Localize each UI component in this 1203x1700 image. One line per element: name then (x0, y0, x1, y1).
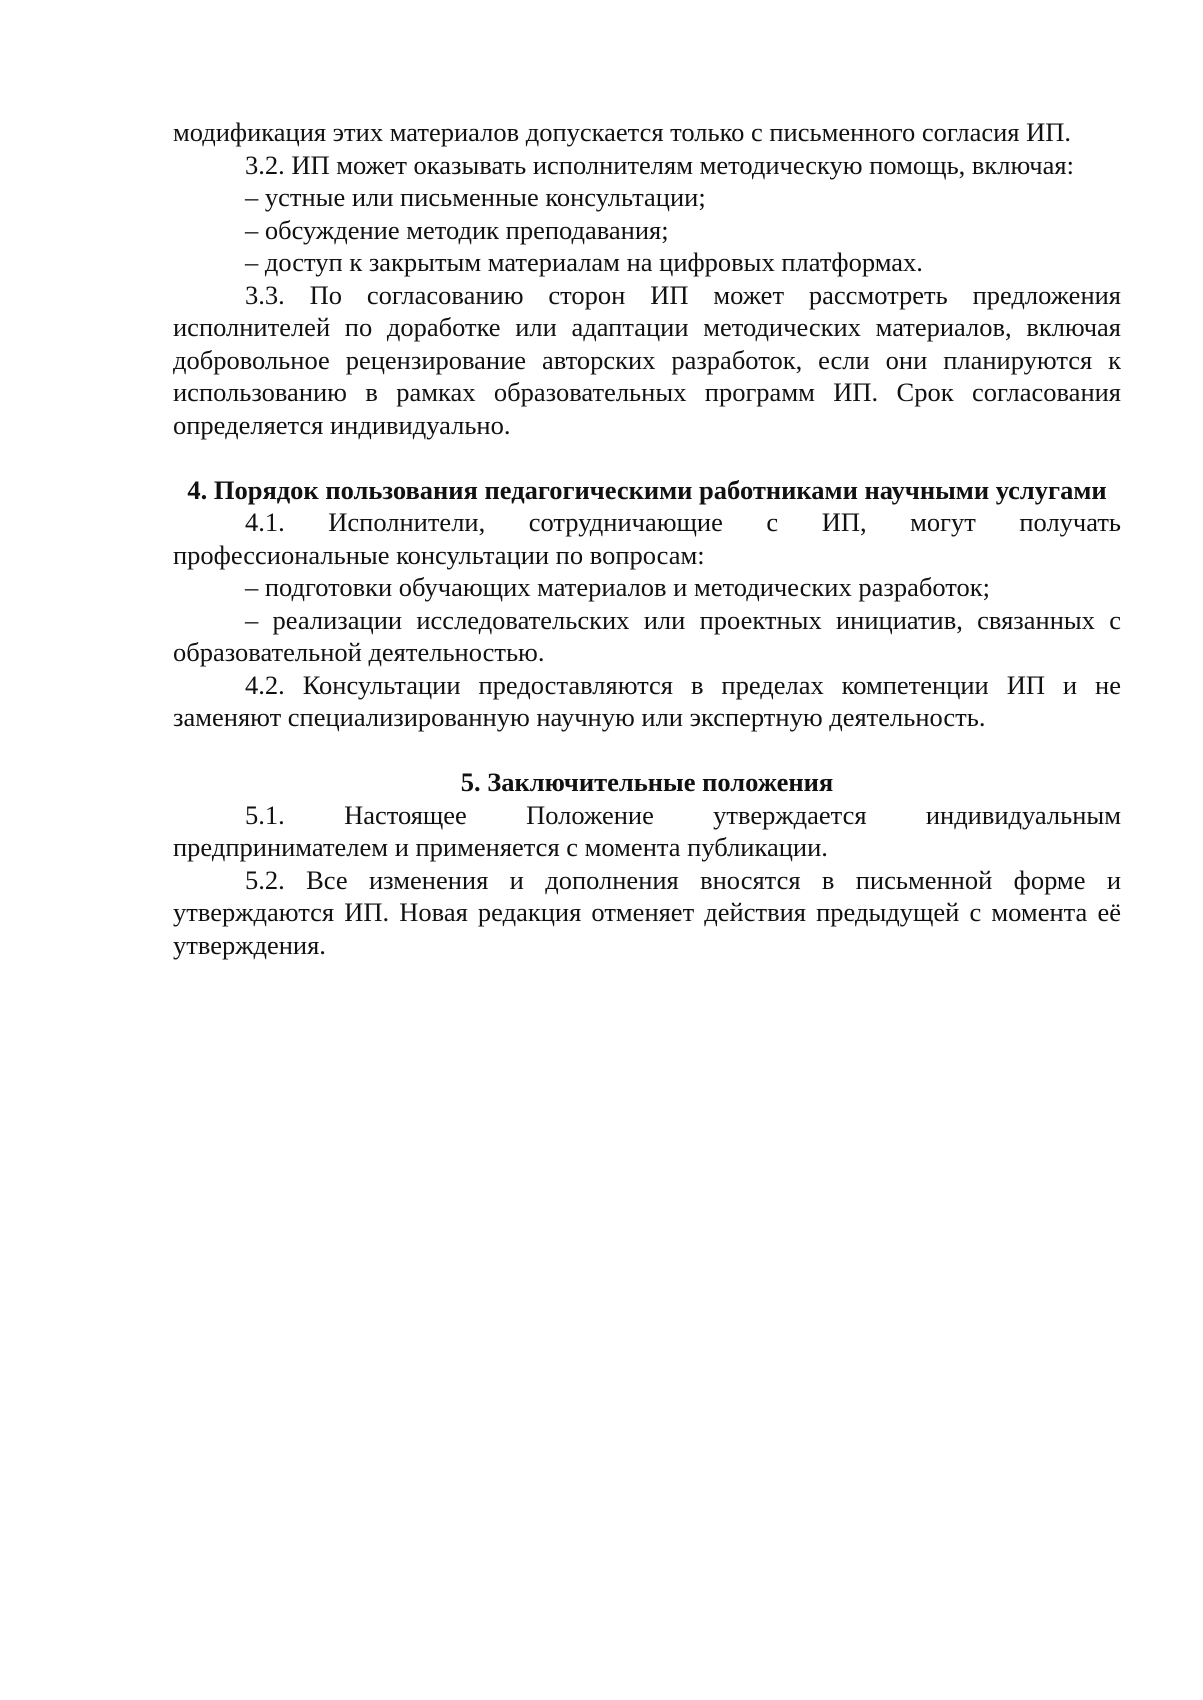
list-item: – подготовки обучающих материалов и методических разработок; (245, 572, 990, 602)
section-5-heading: 5. Заключительные положения (460, 767, 834, 797)
section-spacer (173, 734, 1121, 767)
paragraph-5-2: 5.2. Все изменения и дополнения вносятся в письменной форме и утверждаются ИП. Новая редакция отменяет действия предыдущей с момента её утверждения. (173, 864, 1121, 960)
section-4-heading: 4. Порядок пользования педагогическими работниками научными услугами (187, 474, 1107, 505)
list-item: – обсуждение методик преподавания; (245, 214, 669, 245)
paragraph-3-2: 3.2. ИП может оказывать исполнителям методическую помощь, включая: (245, 149, 1074, 180)
paragraph-4-1: 4.1. Исполнители, сотрудничающие с ИП, могут получать профессиональные консультации по вопросам: (173, 507, 1121, 570)
paragraph-continuation: модификация этих материалов допускается только с письменного согласия ИП. (173, 117, 1071, 147)
list-item: – устные или письменные консультации; (245, 182, 706, 212)
list-item: – доступ к закрытым материалам на цифровых платформах. (245, 247, 923, 277)
paragraph-5-1: 5.1. Настоящее Положение утверждается индивидуальным предпринимателем и применяется с момента публикации. (173, 799, 1121, 862)
paragraph-3-3: 3.3. По согласованию сторон ИП может рассмотреть предложения исполнителей по доработке или адаптации методических материалов, включая добровольное рецензирование авторских разработок, если они планируются к использованию в рамках образовательных программ ИП. Срок согласования определяется индивидуально. (173, 279, 1121, 440)
document-page (173, 116, 1121, 961)
list-item: – реализации исследовательских или проектных инициатив, связанных с образовательной деятельностью. (173, 604, 1121, 667)
section-spacer (173, 441, 1121, 474)
paragraph-4-2: 4.2. Консультации предоставляются в пределах компетенции ИП и не заменяют специализированную научную или экспертную деятельность. (173, 669, 1121, 732)
